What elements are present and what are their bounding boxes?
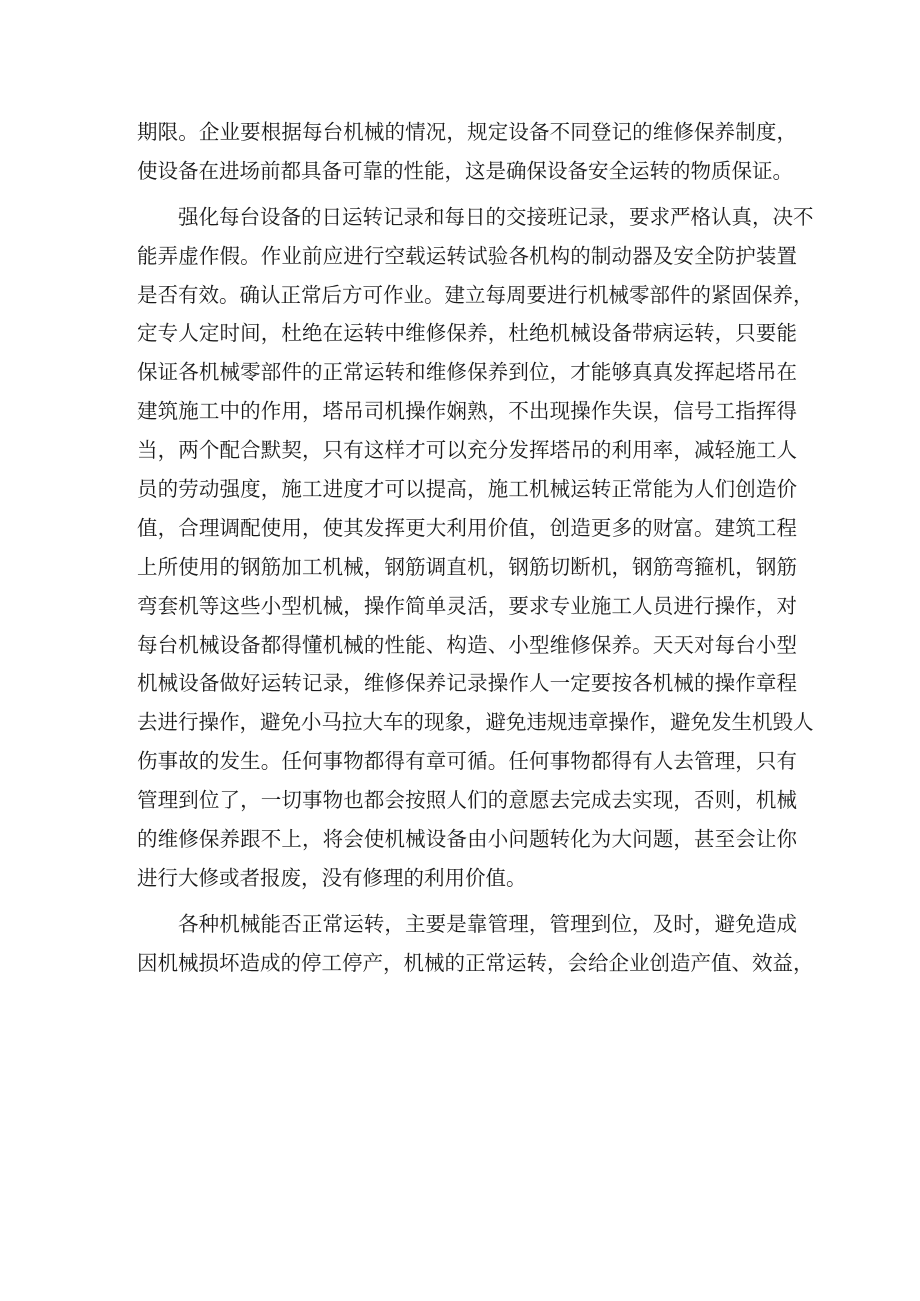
text-line: 强化每台设备的日运转记录和每日的交接班记录，要求严格认真，决不 — [178, 204, 814, 229]
paragraph-3 — [137, 905, 814, 983]
paragraph-1 — [137, 113, 797, 191]
text-line: 上所使用的钢筋加工机械，钢筋调直机，钢筋切断机，钢筋弯箍机，钢筋 — [137, 554, 797, 579]
text-line: 保证各机械零部件的正常运转和维修保养到位，才能够真真发挥起塔吊在 — [137, 360, 797, 385]
text-line: 使设备在进场前都具备可靠的性能，这是确保设备安全运转的物质保证。 — [137, 158, 793, 183]
text-line: 因机械损坏造成的停工停产，机械的正常运转，会给企业创造产值、效益， — [137, 950, 814, 975]
text-line: 员的劳动强度，施工进度才可以提高，施工机械运转正常能为人们创造价 — [137, 477, 797, 502]
text-line: 期限。企业要根据每台机械的情况，规定设备不同登记的维修保养制度， — [137, 120, 797, 144]
text-line: 定专人定时间，杜绝在运转中维修保养，杜绝机械设备带病运转，只要能 — [137, 321, 797, 346]
text-line: 每台机械设备都得懂机械的性能、构造、小型维修保养。天天对每台小型 — [137, 632, 797, 657]
text-line: 是否有效。确认正常后方可作业。建立每周要进行机械零部件的紧固保养， — [137, 282, 814, 307]
text-line: 管理到位了，一切事物也都会按照人们的意愿去完成去实现，否则，机械 — [137, 788, 797, 813]
text-line: 建筑施工中的作用，塔吊司机操作娴熟，不出现操作失误，信号工指挥得 — [137, 399, 797, 424]
text-line: 进行大修或者报废，没有修理的利用价值。 — [137, 865, 527, 890]
text-line: 弯套机等这些小型机械，操作简单灵活，要求专业施工人员进行操作，对 — [137, 593, 797, 618]
document-body — [137, 113, 814, 983]
text-line: 去进行操作，避免小马拉大车的现象，避免违规违章操作，避免发生机毁人 — [137, 710, 814, 735]
text-line: 的维修保养跟不上，将会使机械设备由小问题转化为大问题，甚至会让你 — [137, 827, 797, 852]
text-line: 当，两个配合默契，只有这样才可以充分发挥塔吊的利用率，减轻施工人 — [137, 438, 797, 463]
paragraph-2 — [137, 198, 814, 898]
text-line: 机械设备做好运转记录，维修保养记录操作人一定要按各机械的操作章程 — [137, 671, 797, 696]
text-line: 值，合理调配使用，使其发挥更大利用价值，创造更多的财富。建筑工程 — [137, 515, 797, 540]
text-line: 伤事故的发生。任何事物都得有章可循。任何事物都得有人去管理，只有 — [137, 749, 797, 774]
text-line: 能弄虚作假。作业前应进行空载运转试验各机构的制动器及安全防护装置 — [137, 243, 797, 268]
text-line: 各种机械能否正常运转，主要是靠管理，管理到位，及时，避免造成 — [178, 911, 797, 936]
